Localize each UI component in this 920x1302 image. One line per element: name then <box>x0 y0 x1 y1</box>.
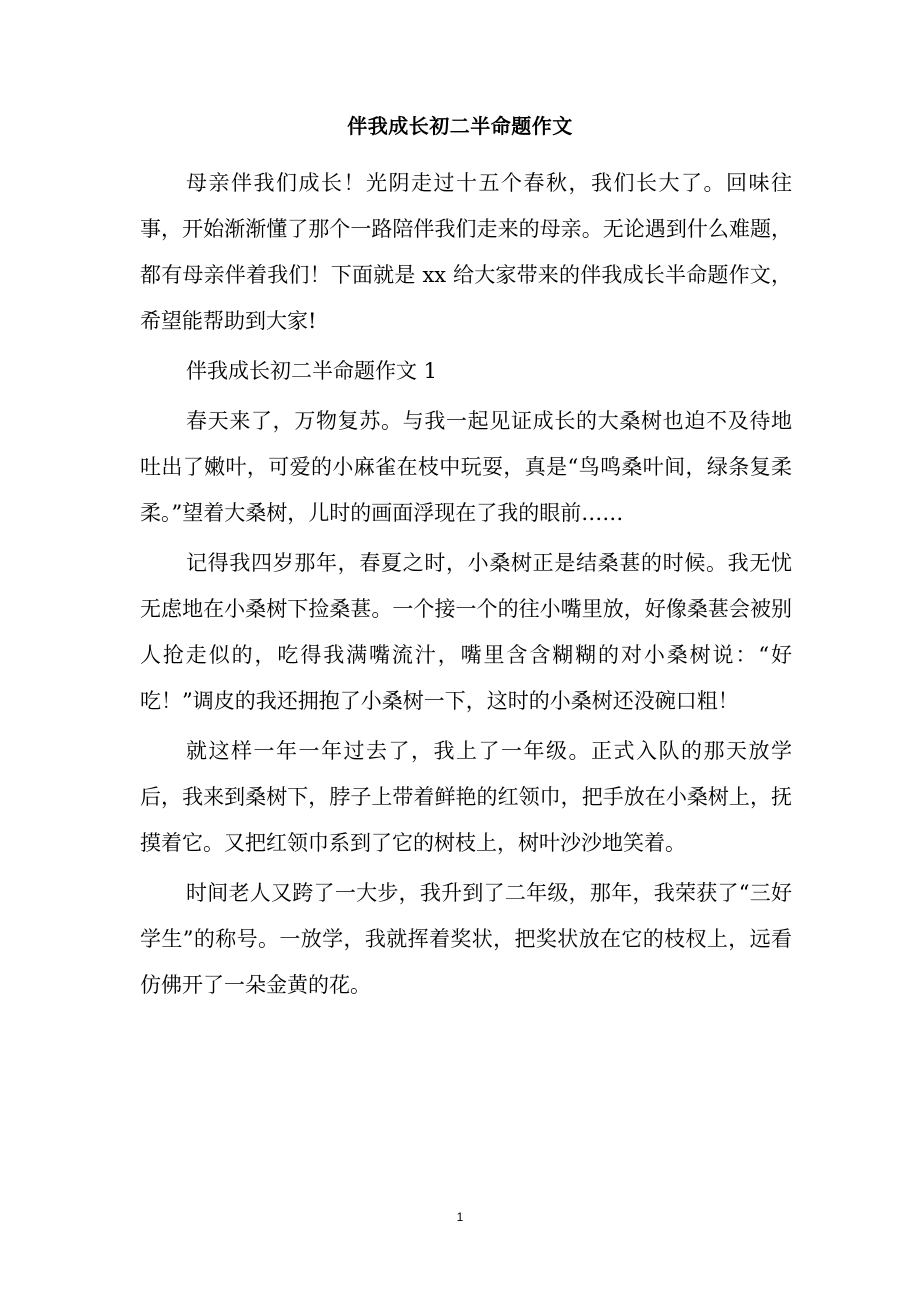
section-heading: 伴我成长初二半命题作文 1 <box>186 359 438 383</box>
document-title: 伴我成长初二半命题作文 <box>347 114 573 138</box>
paragraph-intro: 母亲伴我们成长！光阴走过十五个春秋，我们长大了。回味往事，开始渐渐懂了那个一路陪伴我们走来的母亲。无论遇到什么难题，都有母亲伴着我们！下面就是 xx 给大家带来的伴我成长半命题作文，希望能帮助到大家! <box>140 171 792 333</box>
page-number: 1 <box>456 1210 464 1224</box>
paragraph: 就这样一年一年过去了，我上了一年级。正式入队的那天放学后，我来到桑树下，脖子上带着鲜艳的红领巾，把手放在小桑树上，抚摸着它。又把红领巾系到了它的树枝上，树叶沙沙地笑着。 <box>140 739 792 855</box>
paragraph: 记得我四岁那年，春夏之时，小桑树正是结桑葚的时候。我无忧无虑地在小桑树下捡桑葚。一个接一个的往小嘴里放，好像桑葚会被别人抢走似的，吃得我满嘴流汁，嘴里含含糊糊的对小桑树说：“好吃！”调皮的我还拥抱了小桑树一下，这时的小桑树还没碗口粗！ <box>140 551 792 713</box>
document-body <box>140 160 792 1012</box>
paragraph: 时间老人又跨了一大步，我升到了二年级，那年，我荣获了“三好学生”的称号。一放学，我就挥着奖状，把奖状放在它的枝杈上，远看仿佛开了一朵金黄的花。 <box>140 881 792 997</box>
paragraph: 春天来了，万物复苏。与我一起见证成长的大桑树也迫不及待地吐出了嫩叶，可爱的小麻雀在枝中玩耍，真是“鸟鸣桑叶间，绿条复柔柔。”望着大桑树，儿时的画面浮现在了我的眼前…… <box>140 409 792 525</box>
